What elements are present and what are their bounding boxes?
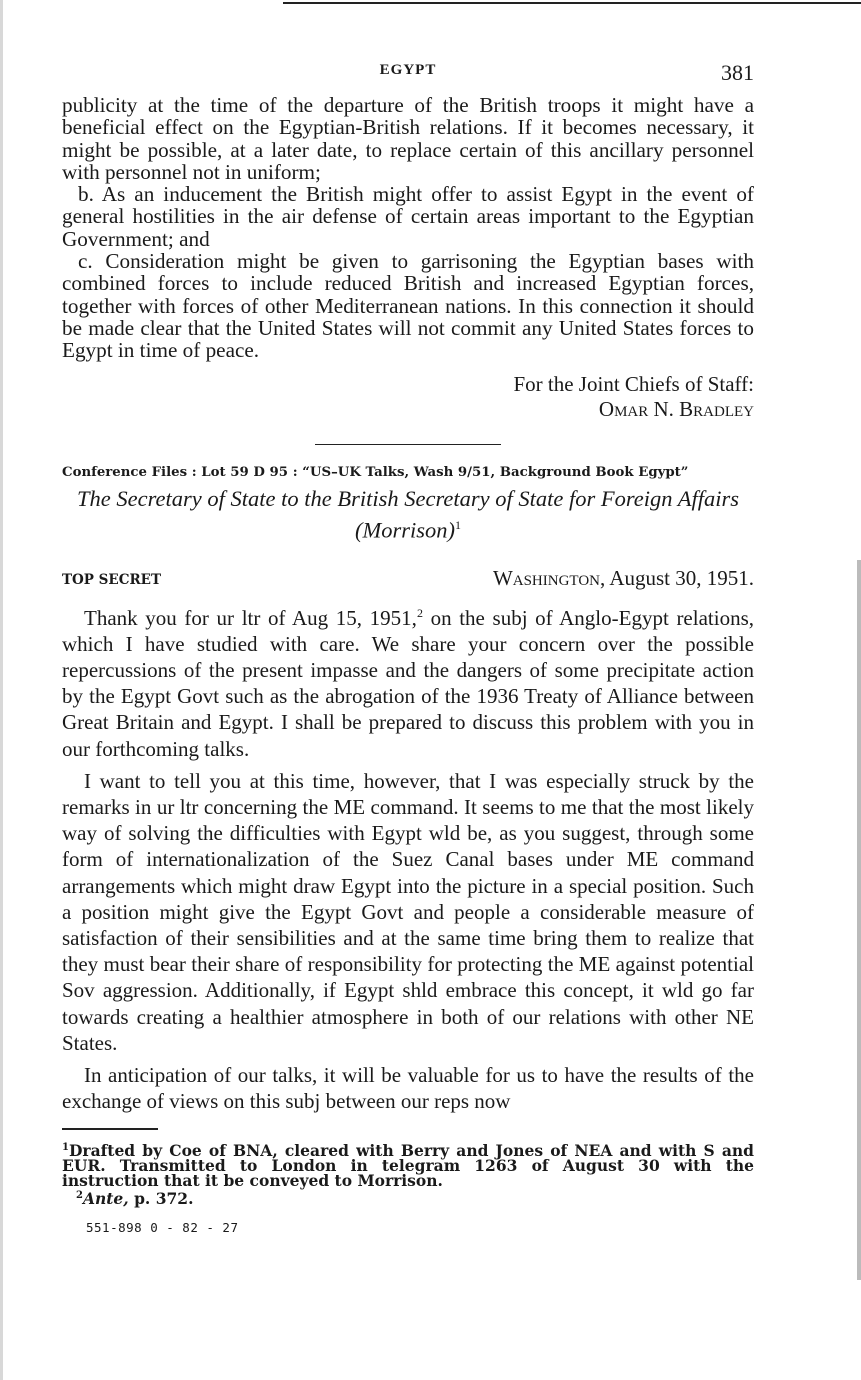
place-and-date — [493, 566, 754, 591]
continued-text — [62, 94, 754, 362]
signatory-name: Omar N. Bradley — [598, 396, 754, 421]
page-left-edge — [0, 0, 3, 1380]
footnote-1 — [62, 1140, 754, 1191]
footnote-1-text: Drafted by Coe of BNA, cleared with Berry and Jones of NEA and with S and EUR. Transmitted to London in telegram 1263 of August 30 with the instruction that it be conveyed to Morrison. — [62, 1141, 754, 1191]
page-number: 381 — [721, 60, 754, 85]
letter-paragraph-1 — [62, 600, 754, 762]
top-rule — [283, 2, 861, 4]
signature-line: For the Joint Chiefs of Staff: — [513, 371, 754, 396]
signature-block — [62, 372, 754, 422]
letter-p1-start: Thank you for ur ltr of Aug 15, 1951, — [84, 605, 417, 630]
document-title-text: The Secretary of State to the British Secretary of State for Foreign Affairs (Morrison) — [77, 486, 739, 543]
letter-p1-rest: on the subj of Anglo-Egypt relations, which I have studied with care. We share your concern over the possible repercussions of the present impasse and the dangers of some precipitate action by the Egypt Govt such as the abrogation of the 1936 Treaty of Alliance between Great Britain and Egypt. I shall be prepared to discuss this problem with you in our forthcoming talks. — [62, 605, 755, 761]
footnote-1-ref: 1 — [62, 1141, 69, 1153]
letter-paragraph-2: I want to tell you at this time, however, that I was especially struck by the remarks in ur ltr concerning the ME command. It seems to me that the most likely way of solving the difficulties with Egypt wld be, as you suggest, through some form of internationalization of the Suez Canal bases under ME command arrangements which might draw Egypt into the picture in a special position. Such a position might give the Egypt Govt and people a considerable measure of satisfaction of their sensibilities and at the same time bring them to realize that they must bear their share of responsibility for protecting the ME against potential Sov aggression. Additionally, if Egypt shld embrace this concept, it wld go far towards creating a healthier atmosphere in both of our relations with other NE States. — [62, 768, 754, 1055]
footnote-2 — [62, 1188, 754, 1209]
item-b: b. As an inducement the British might offer to assist Egypt in the event of general hostilities in the air defense of certain areas important to the Egyptian Government; and — [62, 182, 754, 251]
source-note: Conference Files : Lot 59 D 95 : “US–UK Talks, Wash 9/51, Background Book Egypt” — [62, 465, 689, 481]
footnote-2-text: p. 372. — [128, 1189, 194, 1209]
letter-body — [62, 600, 754, 1115]
classification-label: TOP SECRET — [62, 571, 161, 588]
section-divider — [315, 444, 501, 446]
footnote-2-ref: 2 — [76, 1190, 83, 1202]
footnotes — [62, 1140, 754, 1209]
page-header — [62, 60, 754, 94]
title-footnote-ref: 1 — [455, 518, 461, 533]
print-code: 551-898 0 - 82 - 27 — [86, 1220, 239, 1236]
date: August 30, 1951. — [605, 565, 754, 590]
footnote-2-italic: Ante, — [82, 1189, 129, 1209]
document-title — [62, 486, 754, 544]
letter-paragraph-3: In anticipation of our talks, it will be valuable for us to have the results of the exchange of views on this subj between our reps now — [62, 1063, 754, 1114]
footnote-rule — [62, 1128, 158, 1130]
running-head: EGYPT — [379, 62, 437, 78]
item-c: c. Consideration might be given to garrisoning the Egyptian bases with combined forces to include reduced British and increased Egyptian forces, together with forces of other Mediterranean nations. In this connection it should be made clear that the United States will not commit any United States forces to Egypt in time of peace. — [62, 249, 754, 363]
continued-paragraph: publicity at the time of the departure of the British troops it might have a beneficial effect on the Egyptian-British relations. If it becomes necessary, it might be possible, at a later date, to replace certain of this ancillary personnel with personnel not in uniform; — [62, 93, 754, 184]
place: Washington, — [492, 565, 606, 590]
document-page — [62, 60, 754, 1235]
dateline — [62, 566, 754, 600]
footnote-ref-2: 2 — [416, 605, 423, 620]
page-right-edge — [857, 560, 861, 1280]
